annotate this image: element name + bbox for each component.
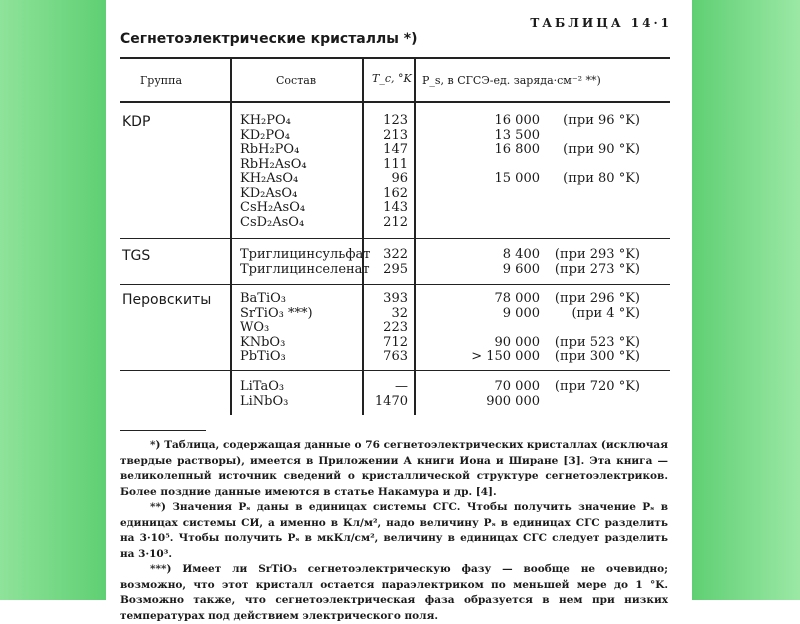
ps-cell xyxy=(420,172,640,187)
ps-value: 13 500 xyxy=(494,127,540,143)
tc-cell: 295 xyxy=(383,261,408,277)
tc-cell: — xyxy=(395,379,408,394)
tc-cell: 393 xyxy=(383,291,408,306)
header-tc: T_c, °K xyxy=(372,72,412,85)
ps-condition xyxy=(540,158,640,173)
tc-cell: 763 xyxy=(383,349,408,364)
ps-value: 16 000 xyxy=(494,113,540,128)
ps-value: 78 000 xyxy=(494,291,540,306)
rule xyxy=(120,284,670,285)
rule xyxy=(120,101,670,103)
ps-condition: (при 80 °K) xyxy=(563,171,640,186)
composition-cell: LiNbO₃ xyxy=(240,393,289,409)
ps-cell xyxy=(420,158,640,173)
tc-cell: 1470 xyxy=(374,393,408,409)
composition-cell: CsH₂AsO₄ xyxy=(240,200,306,215)
composition-cell: KH₂PO₄ xyxy=(240,113,291,128)
ps-cell xyxy=(420,114,640,129)
ps-condition: (при 300 °K) xyxy=(554,349,640,364)
composition-cell: PbTiO₃ xyxy=(240,349,286,364)
ps-condition: (при 523 °K) xyxy=(554,334,640,350)
ps-cell xyxy=(420,263,640,278)
header-ps: P_s, в СГСЭ-ед. заряда·см⁻² **) xyxy=(422,74,601,87)
tc-cell: 143 xyxy=(383,200,408,215)
tc-cell: 712 xyxy=(383,334,408,350)
ps-condition: (при 296 °K) xyxy=(554,291,640,306)
ps-cell xyxy=(420,216,640,231)
composition-cell: RbH₂PO₄ xyxy=(240,142,300,157)
ps-value xyxy=(470,158,540,173)
ps-cell xyxy=(420,321,640,336)
ps-condition xyxy=(540,187,640,202)
composition-cell: LiTaO₃ xyxy=(240,379,285,394)
composition-cell: CsD₂AsO₄ xyxy=(240,214,305,230)
ps-value: 16 800 xyxy=(494,142,540,157)
right-green-border xyxy=(692,0,800,600)
ps-cell xyxy=(420,248,640,263)
group-name: KDP xyxy=(122,114,151,130)
tc-cell: 147 xyxy=(383,142,408,157)
rule xyxy=(120,238,670,239)
tc-cell: 162 xyxy=(383,185,408,201)
ps-cell xyxy=(420,143,640,158)
header-group: Группа xyxy=(140,74,183,87)
group-name: Перовскиты xyxy=(122,292,212,308)
ps-condition: (при 4 °K) xyxy=(571,305,640,321)
ps-cell xyxy=(420,336,640,351)
ps-value xyxy=(470,216,540,231)
tc-cell: 111 xyxy=(383,156,408,172)
ps-value xyxy=(470,187,540,202)
composition-cell: Триглицинселенат xyxy=(240,261,370,277)
ps-value: 9 600 xyxy=(502,261,540,277)
composition-cell: Триглицинсульфат xyxy=(240,247,371,262)
ps-cell xyxy=(420,380,640,395)
ps-condition xyxy=(540,395,640,410)
column-divider xyxy=(414,57,416,415)
ps-cell xyxy=(420,350,640,365)
ps-cell xyxy=(420,307,640,322)
ps-value: 8 400 xyxy=(502,247,540,262)
tc-cell: 96 xyxy=(391,171,408,186)
ps-value xyxy=(470,321,540,336)
rule xyxy=(120,57,670,59)
footnote-1: *) Таблица, содержащая данные о 76 сегнетоэлектрических кристаллах (исключая твердые растворы), имеется в Приложении А книги Иона и Ширане [3]. Эта книга — великолепный источник сведений о кристаллической структуре сегнетоэлектриков. Более поздние данные имеются в статье Накамура и др. [4]. xyxy=(120,439,668,498)
left-green-border xyxy=(0,0,106,600)
ps-condition: (при 293 °K) xyxy=(554,247,640,262)
footnote-3: ***) Имеет ли SrTiO₃ сегнетоэлектрическую фазу — вообще не очевидно; возможно, что этот кристалл остается параэлектриком по меньшей мере до 1 °K. Возможно также, что сегнетоэлектрическая фаза образуется в нем при низких температурах под действием электрического поля. xyxy=(120,563,668,622)
ps-cell xyxy=(420,129,640,144)
table-title: Сегнетоэлектрические кристаллы *) xyxy=(120,31,418,47)
group-name: TGS xyxy=(122,248,151,264)
rule xyxy=(120,370,670,371)
ps-cell xyxy=(420,395,640,410)
ps-condition xyxy=(540,129,640,144)
ps-condition xyxy=(540,321,640,336)
composition-cell: KNbO₃ xyxy=(240,334,286,350)
tc-cell: 32 xyxy=(391,305,408,321)
ps-value: 15 000 xyxy=(494,171,540,186)
column-divider xyxy=(230,57,232,415)
ps-value: 90 000 xyxy=(494,334,540,350)
ps-cell xyxy=(420,292,640,307)
ps-value: > 150 000 xyxy=(471,349,540,364)
ps-condition: (при 273 °K) xyxy=(554,261,640,277)
composition-cell: SrTiO₃ ***) xyxy=(240,305,313,321)
ps-condition: (при 90 °K) xyxy=(563,142,640,157)
tc-cell: 322 xyxy=(383,247,408,262)
ps-condition xyxy=(540,201,640,216)
composition-cell: WO₃ xyxy=(240,320,270,335)
composition-cell: BaTiO₃ xyxy=(240,291,287,306)
ps-value: 900 000 xyxy=(486,393,540,409)
table-label: ТАБЛИЦА 14·1 xyxy=(530,16,672,30)
tc-cell: 213 xyxy=(383,127,408,143)
footnote-2: **) Значения Pₛ даны в единицах системы СГС. Чтобы получить значение Pₛ в единицах системы СИ, а именно в Кл/м², надо величину Pₛ в единицах СГС разделить на 3·10⁵. Чтобы получить Pₛ в мкКл/см², величину в единицах СГС следует разделить на 3·10³. xyxy=(120,501,668,560)
ps-cell xyxy=(420,201,640,216)
composition-cell: KH₂AsO₄ xyxy=(240,171,299,186)
footnote-rule xyxy=(120,430,206,431)
tc-cell: 223 xyxy=(383,320,408,335)
composition-cell: KD₂PO₄ xyxy=(240,127,290,143)
composition-cell: KD₂AsO₄ xyxy=(240,185,298,201)
ps-condition xyxy=(540,216,640,231)
ps-value xyxy=(470,201,540,216)
column-divider xyxy=(362,57,364,415)
ps-cell xyxy=(420,187,640,202)
ps-condition: (при 96 °K) xyxy=(563,113,640,128)
tc-cell: 123 xyxy=(383,113,408,128)
tc-cell: 212 xyxy=(383,214,408,230)
ps-condition: (при 720 °K) xyxy=(554,379,640,394)
ps-value: 70 000 xyxy=(494,379,540,394)
footnotes xyxy=(120,438,668,624)
composition-cell: RbH₂AsO₄ xyxy=(240,156,307,172)
header-composition: Состав xyxy=(276,74,317,87)
ps-value: 9 000 xyxy=(502,305,540,321)
